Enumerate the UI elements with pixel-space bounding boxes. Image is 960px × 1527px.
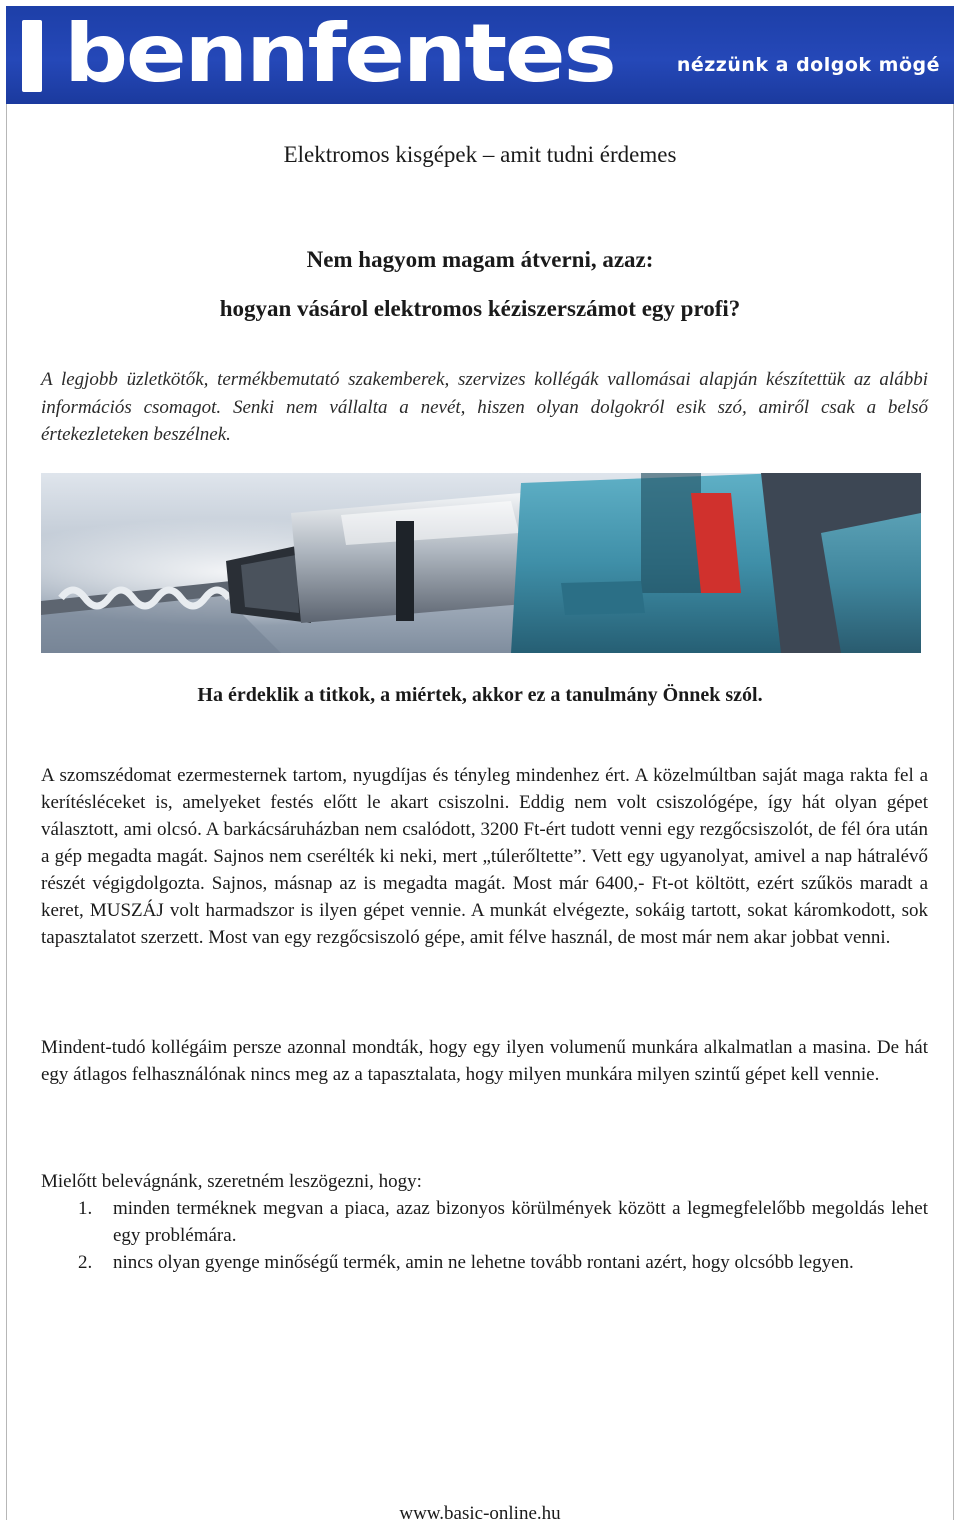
brand-tagline: nézzünk a dolgok mögé xyxy=(676,54,940,76)
header-banner xyxy=(6,6,954,104)
list-item-number: 1. xyxy=(78,1198,93,1219)
list-item-text: nincs olyan gyenge minőségű termék, amin ne lehetne tovább rontani azért, hogy olcsóbb legyen. xyxy=(113,1252,854,1273)
footer-url-link[interactable]: www.basic-online.hu xyxy=(399,1503,561,1524)
numbered-list xyxy=(41,1195,928,1276)
list-item xyxy=(41,1195,928,1249)
brand-logo: bennfentes xyxy=(64,7,615,100)
list-item-number: 2. xyxy=(78,1252,93,1273)
body-paragraph-2: Mindent-tudó kollégáim persze azonnal mondták, hogy egy ilyen volumenű munkára alkalmatlan a masina. De hát egy átlagos felhasználónak nincs meg az a tapasztalata, hogy milyen munkára milyen szintű gépet kell vennie. xyxy=(41,1037,928,1085)
drill-hammer-illustration xyxy=(41,473,921,653)
hero-caption: Ha érdeklik a titkok, a miértek, akkor ez a tanulmány Önnek szól. xyxy=(197,684,763,706)
intro-paragraph: A legjobb üzletkötők, termékbemutató szakemberek, szervizes kollégák vallomásai alapján készítettük az alábbi információs csomagot. Senki nem vállalta a nevét, hiszen olyan dolgokról esik szó, amiről csak a belső értekezleteken beszélnek. xyxy=(41,369,928,445)
list-item-text: minden terméknek megvan a piaca, azaz bizonyos körülmények között a legmegfelelőbb megoldás lehet egy problémára. xyxy=(113,1198,928,1246)
body-paragraph-1: A szomszédomat ezermesternek tartom, nyugdíjas és tényleg mindenhez ért. A közelmúltban saját maga rakta fel a kerítésléceket is, amelyeket festés előtt le akart csiszolni. Eddig nem volt csiszológépe, így hát olyan gépet választott, ami olcsó. A barkácsáruházban nem csalódott, 3200 Ft-ért tudott venni egy rezgőcsiszolót, de fél óra után a gép megadta magát. Sajnos nem cserélték ki neki, mert „túlerőltette”. Vett egy ugyanolyat, amivel a nap hátralévő részét végigdolgozta. Sajnos, másnap az is megadta magát. Most már 6400,- Ft-ot költött, ezért szűkös maradt a keret, MUSZÁJ volt harmadszor is ilyen gépet vennie. A munkát elvégezte, sokáig tartott, sokat káromkodott, sok tapasztalatot szerzett. Most van egy rezgőcsiszoló gépe, amit félve használ, de most már nem akar jobbat venni. xyxy=(41,765,928,948)
logo-bar-mark xyxy=(22,20,42,92)
document-heading-line2: hogyan vásárol elektromos kéziszerszámot egy profi? xyxy=(219,296,741,321)
body-paragraph-3: Mielőtt belevágnánk, szeretném leszögezni, hogy: xyxy=(41,1171,422,1192)
document-subtitle: Elektromos kisgépek – amit tudni érdemes xyxy=(283,142,677,167)
document-heading-line1: Nem hagyom magam átverni, azaz: xyxy=(306,247,654,272)
hero-drill-image xyxy=(41,473,921,653)
list-item xyxy=(41,1249,928,1276)
